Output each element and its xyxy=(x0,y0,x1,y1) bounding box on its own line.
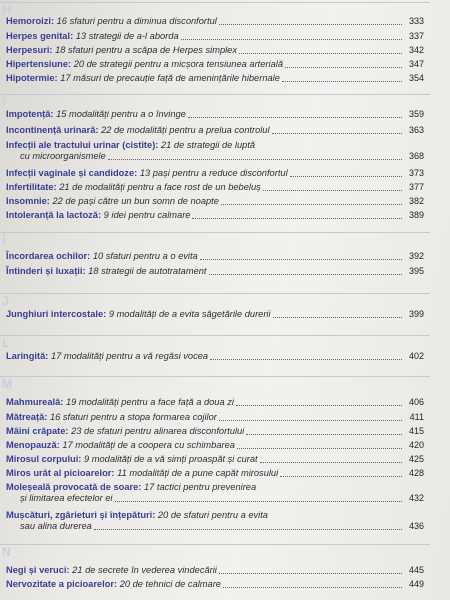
entry-desc: 17 tactici pentru prevenirea xyxy=(143,482,257,492)
entry-term: Negi și veruci: xyxy=(6,565,70,575)
entry-desc-cont: cu microorganismele xyxy=(20,151,106,161)
entry-page: 342 xyxy=(408,45,424,55)
entry-term: Laringită: xyxy=(6,351,49,361)
entry-term: Incontinență urinară: xyxy=(6,125,99,135)
entry-term: Herpesuri: xyxy=(6,45,53,55)
entry-term: Infecții ale tractului urinar (cistite): xyxy=(6,140,159,150)
entry-desc: 10 sfaturi pentru a o evita xyxy=(92,251,198,261)
entry-page: 436 xyxy=(408,521,424,531)
entry-desc: 13 pași pentru a reduce disconfortul xyxy=(139,168,288,178)
entry-term: Hipertensiune: xyxy=(6,59,72,69)
section-letter: I xyxy=(2,95,6,109)
entry-page: 333 xyxy=(408,16,424,26)
entry-page: 392 xyxy=(408,251,424,261)
letter-header-i-circumflex xyxy=(0,232,430,246)
entry-page: 337 xyxy=(408,31,424,41)
entry-desc: 17 modalități de a coopera cu schimbarea xyxy=(62,440,235,450)
entry-term: Miros urât al picioarelor: xyxy=(6,468,115,478)
entry-desc: 17 măsuri de precauție față de amenințările hibernale xyxy=(60,73,280,83)
entry-desc: 16 sfaturi pentru a stopa formarea cojilor xyxy=(49,412,217,422)
toc-entry xyxy=(6,309,424,320)
letter-header-i xyxy=(0,94,430,108)
entry-term: Hemoroizi: xyxy=(6,16,55,26)
toc-entry xyxy=(6,59,424,70)
toc-entry xyxy=(6,109,424,120)
entry-page: 377 xyxy=(408,182,424,192)
entry-page: 406 xyxy=(408,397,424,407)
entry-page: 347 xyxy=(408,59,424,69)
letter-header-l xyxy=(0,335,430,349)
toc-entry xyxy=(6,251,424,262)
entry-desc: 21 de secrete în vederea vindecării xyxy=(72,565,217,575)
entry-page: 420 xyxy=(408,440,424,450)
entry-desc: 9 modalități de a evita săgetările durerii xyxy=(108,309,271,319)
entry-term: Infertilitate: xyxy=(6,182,57,192)
entry-desc: 13 strategii de a-l aborda xyxy=(75,31,179,41)
entry-desc: 22 de modalități pentru a prelua controlul xyxy=(101,125,270,135)
entry-desc: 9 idei pentru calmare xyxy=(103,210,191,220)
entry-desc: 21 de modalități pentru a face rost de un bebeluș xyxy=(59,182,261,192)
section-letter: J xyxy=(2,294,9,308)
toc-entry xyxy=(6,440,424,451)
section-letter: Î xyxy=(2,233,6,247)
entry-desc: 18 strategii de autotratament xyxy=(88,266,207,276)
entry-term: Mâini crăpate: xyxy=(6,426,69,436)
entry-desc: 9 modalități de a vă simți proaspăt și curat xyxy=(84,454,258,464)
toc-entry xyxy=(6,510,424,532)
toc-entry xyxy=(6,351,424,362)
entry-page: 449 xyxy=(408,579,424,589)
entry-desc: 19 modalități pentru a face față a doua zi xyxy=(65,397,234,407)
entry-page: 425 xyxy=(408,454,424,464)
toc-entry xyxy=(6,196,424,207)
letter-header-h xyxy=(0,2,430,16)
section-letter: H xyxy=(2,3,11,17)
toc-entry xyxy=(6,182,424,193)
entry-desc: 20 de tehnici de calmare xyxy=(119,579,221,589)
toc-entry xyxy=(6,482,424,504)
entry-term: Junghiuri intercostale: xyxy=(6,309,107,319)
entry-term: Hipotermie: xyxy=(6,73,58,83)
toc-entry xyxy=(6,45,424,56)
entry-page: 389 xyxy=(408,210,424,220)
toc-entry xyxy=(6,140,424,162)
entry-page: 382 xyxy=(408,196,424,206)
entry-page: 411 xyxy=(409,412,424,422)
entry-page: 354 xyxy=(408,73,424,83)
entry-term: Menopauză: xyxy=(6,440,60,450)
entry-page: 359 xyxy=(408,109,424,119)
section-letter: L xyxy=(2,336,10,350)
entry-desc: 20 de strategii pentru a micșora tensiunea arterială xyxy=(73,59,283,69)
entry-desc: 23 de sfaturi pentru alinarea disconfortului xyxy=(71,426,245,436)
toc-entry xyxy=(6,168,424,179)
entry-term: Mahmureală: xyxy=(6,397,64,407)
entry-page: 445 xyxy=(408,565,424,575)
entry-page: 432 xyxy=(408,493,424,503)
entry-term: Încordarea ochilor: xyxy=(6,251,91,261)
entry-desc-cont: și limitarea efectelor ei xyxy=(20,493,113,503)
letter-header-n xyxy=(0,544,430,558)
entry-term: Infecții vaginale și candidoze: xyxy=(6,168,138,178)
entry-desc: 21 de strategii de luptă xyxy=(161,140,256,150)
toc-entry xyxy=(6,125,424,136)
entry-page: 373 xyxy=(408,168,424,178)
entry-page: 402 xyxy=(408,351,424,361)
entry-desc: 20 de sfaturi pentru a evita xyxy=(157,510,268,520)
entry-term: Herpes genital: xyxy=(6,31,74,41)
toc-entry xyxy=(6,412,424,423)
toc-entry xyxy=(6,210,424,221)
entry-page: 428 xyxy=(408,468,424,478)
toc-entry xyxy=(6,468,424,479)
letter-header-j xyxy=(0,293,430,307)
letter-header-m xyxy=(0,376,430,390)
entry-desc-cont: sau alina durerea xyxy=(20,521,92,531)
entry-term: Moleșeală provocată de soare: xyxy=(6,482,142,492)
toc-entry xyxy=(6,397,424,408)
entry-page: 415 xyxy=(408,426,424,436)
entry-desc: 11 modalități de a pune capăt mirosului xyxy=(117,468,279,478)
entry-term: Impotență: xyxy=(6,109,54,119)
toc-entry xyxy=(6,266,424,277)
toc-entry xyxy=(6,16,424,27)
entry-term: Întinderi și luxații: xyxy=(6,266,86,276)
entry-desc: 16 sfaturi pentru a diminua disconfortul xyxy=(56,16,217,26)
entry-term: Mătreață: xyxy=(6,412,48,422)
toc-entry xyxy=(6,73,424,84)
section-letter: N xyxy=(2,545,11,559)
entry-term: Nervozitate a picioarelor: xyxy=(6,579,118,589)
section-letter: M xyxy=(2,377,12,391)
entry-term: Mirosul corpului: xyxy=(6,454,82,464)
entry-desc: 17 modalități pentru a vă regăsi vocea xyxy=(50,351,209,361)
toc-entry xyxy=(6,565,424,576)
entry-term: Intoleranță la lactoză: xyxy=(6,210,102,220)
entry-term: Insomnie: xyxy=(6,196,50,206)
toc-entry xyxy=(6,579,424,590)
entry-desc: 18 sfaturi pentru a scăpa de Herpes simplex xyxy=(55,45,237,55)
entry-page: 368 xyxy=(408,151,424,161)
toc-entry xyxy=(6,454,424,465)
entry-desc: 22 de pași către un bun somn de noapte xyxy=(52,196,219,206)
entry-page: 363 xyxy=(408,125,424,135)
entry-page: 395 xyxy=(408,266,424,276)
toc-entry xyxy=(6,31,424,42)
entry-desc: 15 modalități pentru a o învinge xyxy=(56,109,186,119)
toc-entry xyxy=(6,426,424,437)
entry-page: 399 xyxy=(408,309,424,319)
entry-term: Mușcături, zgârieturi și înțepături: xyxy=(6,510,156,520)
